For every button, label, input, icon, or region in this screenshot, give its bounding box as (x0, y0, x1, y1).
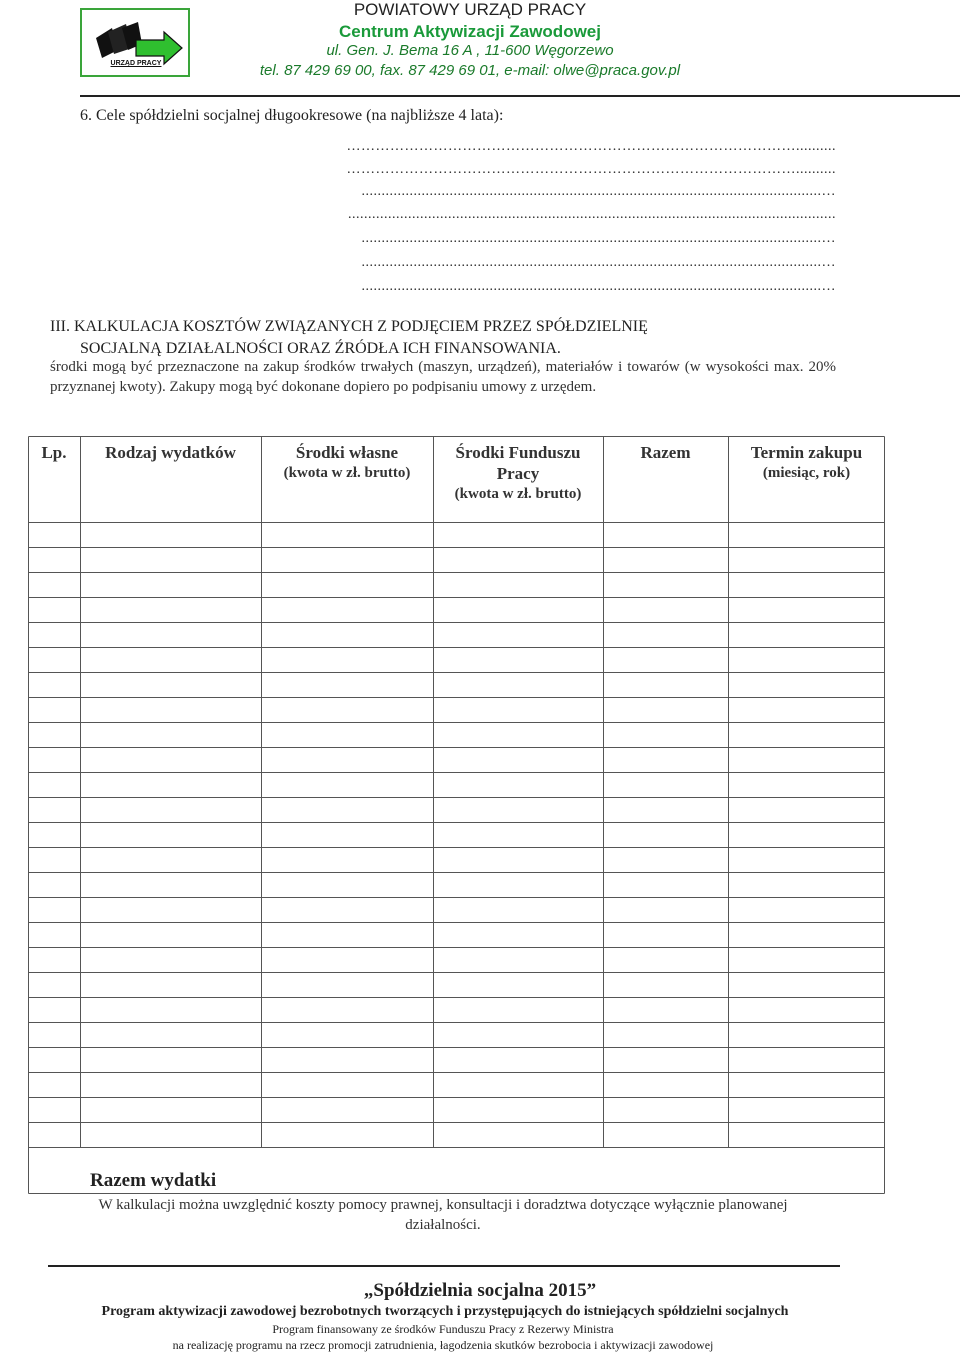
table-cell[interactable] (434, 923, 602, 946)
col-header-purchase-date: Termin zakupu (miesiąc, rok) (750, 443, 863, 481)
table-cell[interactable] (29, 523, 79, 546)
table-cell[interactable] (434, 1073, 602, 1096)
program-purpose: na realizację programu na rzecz promocji zatrudnienia, łagodzenia skutków bezrobocia i aktywizacji zawodowej (172, 1338, 714, 1352)
answer-line-4[interactable]: .......................................................................................................................... (348, 208, 836, 222)
table-cell[interactable] (262, 673, 432, 696)
table-cell[interactable] (604, 673, 727, 696)
table-cell[interactable] (604, 748, 727, 771)
table-cell[interactable] (81, 973, 260, 996)
table-cell[interactable] (29, 873, 79, 896)
table-cell[interactable] (604, 648, 727, 671)
answer-line-5[interactable]: ...................................................................................................................… (361, 232, 836, 246)
table-cell[interactable] (729, 973, 884, 996)
table-cell[interactable] (29, 998, 79, 1021)
table-cell[interactable] (262, 948, 432, 971)
table-cell[interactable] (262, 523, 432, 546)
table-cell[interactable] (604, 798, 727, 821)
table-cell[interactable] (729, 1023, 884, 1046)
table-cell[interactable] (434, 748, 602, 771)
table-cell[interactable] (262, 798, 432, 821)
table-cell[interactable] (604, 973, 727, 996)
table-cell[interactable] (262, 598, 432, 621)
answer-line-3[interactable]: ...................................................................................................................… (361, 185, 836, 199)
table-cell[interactable] (729, 998, 884, 1021)
table-cell[interactable] (262, 823, 432, 846)
table-cell[interactable] (29, 823, 79, 846)
table-cell[interactable] (434, 673, 602, 696)
table-cell[interactable] (434, 823, 602, 846)
table-cell[interactable] (29, 1098, 79, 1121)
header-divider (80, 95, 960, 97)
table-cell[interactable] (81, 523, 260, 546)
answer-line-6[interactable]: ...................................................................................................................… (361, 256, 836, 270)
table-cell[interactable] (29, 548, 79, 571)
table-cell[interactable] (262, 998, 432, 1021)
col-header-labour-fund: Środki Funduszu Pracy (kwota w zł. brutto) (454, 443, 582, 502)
table-cell[interactable] (434, 973, 602, 996)
table-cell[interactable] (262, 1023, 432, 1046)
table-cell[interactable] (81, 998, 260, 1021)
table-cell[interactable] (81, 748, 260, 771)
table-cell[interactable] (29, 673, 79, 696)
table-cell[interactable] (434, 1048, 602, 1071)
table-cell[interactable] (81, 823, 260, 846)
table-cell[interactable] (81, 1023, 260, 1046)
table-cell[interactable] (729, 1048, 884, 1071)
table-cell[interactable] (262, 748, 432, 771)
table-cell[interactable] (434, 648, 602, 671)
table-cell[interactable] (81, 548, 260, 571)
table-cell[interactable] (81, 1123, 260, 1146)
total-expenses-label: Razem wydatki (90, 1170, 217, 1191)
answer-line-7[interactable]: ...................................................................................................................… (361, 280, 836, 294)
table-cell[interactable] (262, 623, 432, 646)
table-cell[interactable] (729, 848, 884, 871)
table-cell[interactable] (604, 1123, 727, 1146)
table-cell[interactable] (434, 848, 602, 871)
office-contact: tel. 87 429 69 00, fax. 87 429 69 01, e-mail: olwe@praca.gov.pl (259, 62, 681, 79)
table-cell[interactable] (729, 948, 884, 971)
table-cell[interactable] (81, 623, 260, 646)
table-cell[interactable] (729, 623, 884, 646)
section-6-title: 6. Cele spółdzielni socjalnej długookresowe (na najbliższe 4 lata): (80, 107, 504, 124)
table-cell[interactable] (604, 998, 727, 1021)
table-cell[interactable] (604, 548, 727, 571)
table-cell[interactable] (604, 1073, 727, 1096)
program-description: Program aktywizacji zawodowej bezrobotnych tworzących i przystępujących do istniejących spółdzielni socjalnych (101, 1304, 789, 1319)
table-cell[interactable] (604, 1048, 727, 1071)
table-cell[interactable] (729, 1073, 884, 1096)
table-cell[interactable] (81, 948, 260, 971)
table-cell[interactable] (434, 1123, 602, 1146)
table-cell[interactable] (262, 1098, 432, 1121)
table-cell[interactable] (604, 698, 727, 721)
table-cell[interactable] (29, 723, 79, 746)
table-cell[interactable] (81, 673, 260, 696)
table-cell[interactable] (434, 1098, 602, 1121)
table-cell[interactable] (81, 1073, 260, 1096)
table-note: W kalkulacji można uwzględnić koszty pomocy prawnej, konsultacji i doradztwa dotyczące wyłącznie planowanej działalności. (98, 1197, 788, 1233)
section-3-title (50, 316, 850, 360)
table-cell[interactable] (434, 723, 602, 746)
table-cell[interactable] (604, 723, 727, 746)
section-3-note: środki mogą być przeznaczone na zakup środków trwałych (maszyn, urządzeń), materiałów i towarów (w wysokości max. 20% przyznanej kwoty). Zakupy mogą być dokonane dopiero po podpisaniu umowy z urzędem. (50, 359, 836, 395)
section-3-title-line-2: SOCJALNĄ DZIAŁALNOŚCI ORAZ ŹRÓDŁA ICH FINANSOWANIA. (80, 340, 561, 357)
office-address: ul. Gen. J. Bema 16 A , 11-600 Węgorzewo (326, 42, 614, 59)
table-cell[interactable] (604, 773, 727, 796)
table-cell[interactable] (262, 773, 432, 796)
table-cell[interactable] (81, 798, 260, 821)
table-cell[interactable] (729, 823, 884, 846)
table-cell[interactable] (81, 598, 260, 621)
answer-line-2[interactable]: ………………………………………………………………………………….......... (346, 163, 836, 177)
table-cell[interactable] (729, 648, 884, 671)
table-cell[interactable] (81, 773, 260, 796)
table-cell[interactable] (262, 648, 432, 671)
table-cell[interactable] (262, 698, 432, 721)
table-cell[interactable] (729, 548, 884, 571)
table-cell[interactable] (729, 673, 884, 696)
table-cell[interactable] (262, 573, 432, 596)
table-cell[interactable] (29, 948, 79, 971)
table-cell[interactable] (262, 873, 432, 896)
table-cell[interactable] (81, 923, 260, 946)
table-cell[interactable] (604, 1023, 727, 1046)
table-cell[interactable] (434, 998, 602, 1021)
col-header-total: Razem (640, 443, 691, 462)
col-header-lp: Lp. (41, 443, 67, 462)
table-cell[interactable] (729, 898, 884, 921)
col-header-expense-type: Rodzaj wydatków (105, 443, 236, 462)
table-cell[interactable] (29, 848, 79, 871)
table-cell[interactable] (29, 898, 79, 921)
table-cell[interactable] (434, 598, 602, 621)
table-cell[interactable] (604, 898, 727, 921)
table-cell[interactable] (29, 773, 79, 796)
table-cell[interactable] (604, 523, 727, 546)
table-cell[interactable] (729, 923, 884, 946)
table-cell[interactable] (604, 1098, 727, 1121)
table-cell[interactable] (29, 923, 79, 946)
table-cell[interactable] (81, 1048, 260, 1071)
table-cell[interactable] (729, 1123, 884, 1146)
table-cell[interactable] (729, 773, 884, 796)
table-cell[interactable] (604, 823, 727, 846)
table-cell[interactable] (29, 1073, 79, 1096)
table-cell[interactable] (262, 1123, 432, 1146)
table-cell[interactable] (434, 548, 602, 571)
table-cell[interactable] (604, 573, 727, 596)
logo (80, 8, 190, 77)
table-cell[interactable] (262, 973, 432, 996)
table-cell[interactable] (29, 648, 79, 671)
table-cell[interactable] (604, 948, 727, 971)
table-cell[interactable] (81, 648, 260, 671)
table-cell[interactable] (434, 773, 602, 796)
table-cell[interactable] (29, 623, 79, 646)
table-cell[interactable] (29, 698, 79, 721)
table-cell[interactable] (81, 698, 260, 721)
table-cell[interactable] (29, 748, 79, 771)
table-cell[interactable] (604, 598, 727, 621)
table-cell[interactable] (434, 1023, 602, 1046)
table-cell[interactable] (29, 1023, 79, 1046)
table-cell[interactable] (262, 548, 432, 571)
program-funding: Program finansowany ze środków Funduszu Pracy z Rezerwy Ministra (272, 1322, 614, 1336)
table-cell[interactable] (729, 573, 884, 596)
table-cell[interactable] (729, 698, 884, 721)
table-cell[interactable] (81, 573, 260, 596)
cost-table-grid (28, 436, 885, 1194)
table-cell[interactable] (434, 523, 602, 546)
program-title: „Spółdzielnia socjalna 2015” (363, 1280, 597, 1301)
table-cell[interactable] (81, 1098, 260, 1121)
table-cell[interactable] (262, 1073, 432, 1096)
table-cell[interactable] (434, 698, 602, 721)
table-cell[interactable] (81, 848, 260, 871)
section-3-title-line-1: III. KALKULACJA KOSZTÓW ZWIĄZANYCH Z PODJĘCIEM PRZEZ SPÓŁDZIELNIĘ (50, 318, 648, 335)
table-cell[interactable] (81, 873, 260, 896)
table-cell[interactable] (604, 923, 727, 946)
table-cell[interactable] (262, 1048, 432, 1071)
table-cell[interactable] (604, 873, 727, 896)
table-cell[interactable] (29, 973, 79, 996)
table-cell[interactable] (29, 598, 79, 621)
table-cell[interactable] (434, 623, 602, 646)
table-cell[interactable] (262, 723, 432, 746)
col-header-own-funds: Środki własne (kwota w zł. brutto) (283, 443, 411, 481)
table-cell[interactable] (434, 573, 602, 596)
footer-divider (48, 1265, 840, 1267)
office-name: POWIATOWY URZĄD PRACY (353, 0, 587, 19)
table-cell[interactable] (604, 623, 727, 646)
table-cell[interactable] (434, 948, 602, 971)
table-cell[interactable] (262, 898, 432, 921)
table-cell[interactable] (81, 723, 260, 746)
table-cell[interactable] (604, 848, 727, 871)
table-cell[interactable] (81, 898, 260, 921)
logo-text: URZĄD PRACY (110, 60, 162, 67)
table-cell[interactable] (729, 523, 884, 546)
table-cell[interactable] (729, 873, 884, 896)
table-cell[interactable] (29, 573, 79, 596)
table-cell[interactable] (29, 1048, 79, 1071)
table-cell[interactable] (434, 798, 602, 821)
table-cell[interactable] (29, 1123, 79, 1146)
table-cell[interactable] (729, 1098, 884, 1121)
table-cell[interactable] (29, 798, 79, 821)
cost-table (28, 436, 885, 1194)
table-cell[interactable] (434, 873, 602, 896)
office-subtitle: Centrum Aktywizacji Zawodowej (339, 22, 601, 41)
table-cell[interactable] (729, 798, 884, 821)
table-cell[interactable] (729, 723, 884, 746)
table-cell[interactable] (262, 923, 432, 946)
answer-line-1[interactable]: ………………………………………………………………………………….......... (346, 140, 836, 154)
table-cell[interactable] (434, 898, 602, 921)
table-cell[interactable] (729, 598, 884, 621)
table-cell[interactable] (729, 748, 884, 771)
table-cell[interactable] (262, 848, 432, 871)
